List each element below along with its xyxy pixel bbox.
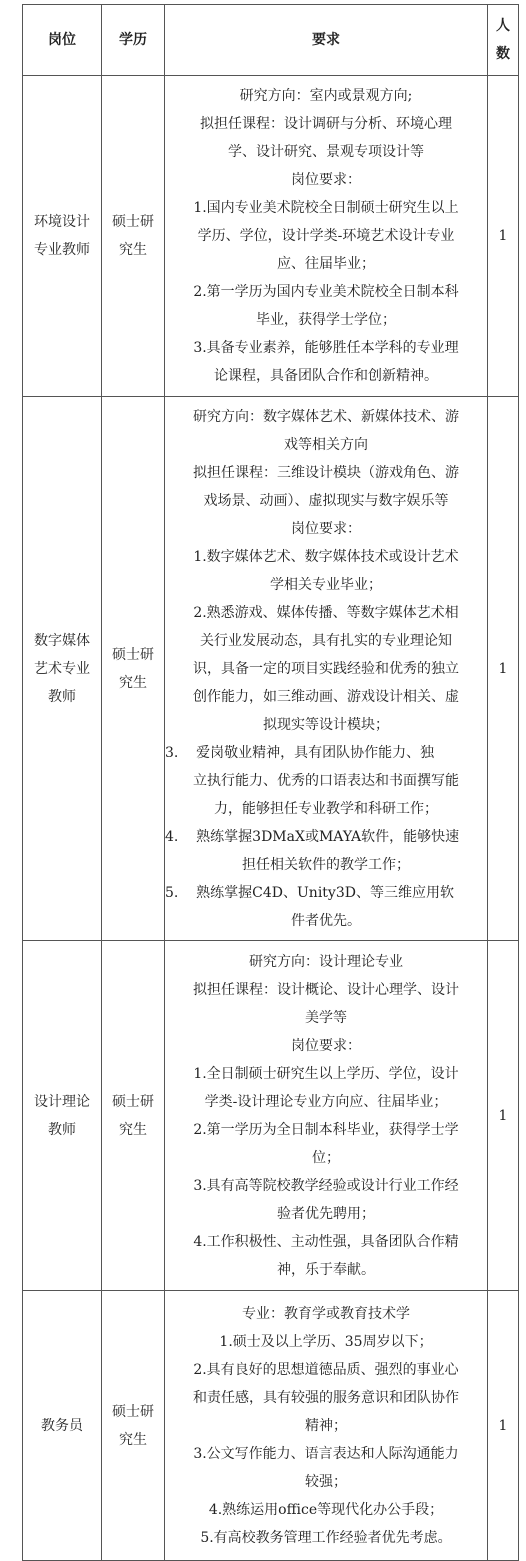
position-line: 环境设计 (34, 214, 90, 230)
requirement-line: 2.第一学历为全日制本科毕业，获得学士学 (193, 1121, 459, 1138)
requirement-line: 应、往届毕业； (277, 256, 375, 272)
degree-cell (102, 76, 165, 397)
requirement-line: 5. 熟练掌握C4D、Unity3D、等三维应用软 (165, 884, 454, 901)
requirement-line: 论课程，具备团队合作和创新精神。 (214, 368, 438, 384)
header-headcount-line: 数 (496, 46, 510, 62)
requirement-line: 4. 熟练掌握3DMaX或MAYA软件，能够快速 (165, 828, 460, 845)
requirement-line: 1.国内专业美术院校全日制硕士研究生以上 (193, 200, 459, 216)
requirements-cell (165, 1291, 488, 1561)
requirement-line: 学、设计研究、景观专项设计等 (228, 144, 424, 160)
requirement-line: 位； (312, 1149, 340, 1166)
requirement-line: 戏场景、动画）、虚拟现实与数字娱乐等 (203, 492, 449, 509)
position-line: 教师 (48, 688, 76, 705)
requirement-line: 学历、学位，设计学类-环境艺术设计专业 (197, 228, 455, 244)
requirement-line: 3.具有高等院校教学经验或设计行业工作经 (193, 1177, 459, 1194)
headcount-cell: 1 (488, 941, 519, 1291)
requirement-line: 2.熟悉游戏、媒体传播、等数字媒体艺术相 (193, 604, 459, 621)
requirement-line: 精神； (305, 1417, 347, 1434)
degree-line: 硕士研 (112, 1093, 154, 1110)
requirements-cell (165, 397, 488, 941)
requirement-line: 研究方向：室内或景观方向; (239, 88, 413, 104)
requirement-line: 研究方向：设计理论专业 (249, 953, 403, 970)
table-row (23, 397, 519, 941)
requirement-line: 1.数字媒体艺术、数字媒体技术或设计艺术 (193, 548, 459, 565)
position-line: 艺术专业 (34, 660, 90, 677)
position-cell (23, 941, 102, 1291)
requirement-line: 学相关专业毕业； (270, 576, 382, 593)
degree-line: 硕士研 (112, 214, 154, 230)
requirement-line: 毕业，获得学士学位； (256, 312, 396, 328)
degree-line: 究生 (119, 242, 147, 258)
requirement-line: 2.第一学历为国内专业美术院校全日制本科 (193, 284, 459, 300)
requirement-line: 学类-设计理论专业方向应、往届毕业； (204, 1093, 448, 1110)
requirement-line: 美学等 (305, 1009, 347, 1026)
requirement-line: 3.公文写作能力、语言表达和人际沟通能力 (193, 1445, 459, 1462)
position-line: 设计理论 (34, 1093, 90, 1110)
position-line: 教师 (48, 1121, 76, 1138)
table-row (23, 941, 519, 1291)
requirement-line: 岗位要求： (291, 520, 361, 537)
requirement-line: 件者优先。 (291, 912, 361, 929)
requirement-line: 岗位要求： (291, 1037, 361, 1054)
requirement-line: 关行业发展动态，具有扎实的专业理论知 (200, 632, 452, 649)
requirement-line: 1.全日制硕士研究生以上学历、学位，设计 (193, 1065, 459, 1082)
requirement-line: 5.有高校教务管理工作经验者优先考虑。 (200, 1529, 452, 1546)
requirement-line: 担任相关软件的教学工作； (242, 856, 410, 873)
requirements-cell (165, 76, 488, 397)
job-requirements-table (22, 4, 519, 1561)
requirement-line: 创作能力，如三维动画、游戏设计相关、虚 (193, 688, 459, 705)
header-headcount-line: 人 (496, 18, 510, 34)
position-line: 专业教师 (34, 242, 90, 258)
requirement-line: 和责任感，具有较强的服务意识和团队协作 (193, 1389, 459, 1406)
requirement-line: 专业：教育学或教育技术学 (242, 1305, 410, 1322)
degree-cell (102, 941, 165, 1291)
requirement-line: 4.工作积极性、主动性强，具备团队合作精 (193, 1233, 459, 1250)
table-header-row (23, 5, 519, 76)
requirement-line: 较强； (305, 1473, 347, 1490)
requirement-line: 3.具备专业素养，能够胜任本学科的专业理 (193, 340, 459, 356)
requirement-line: 验者优先聘用； (277, 1205, 375, 1222)
requirement-line: 识，具备一定的项目实践经验和优秀的独立 (193, 660, 459, 677)
headcount-cell: 1 (488, 1291, 519, 1561)
requirement-line: 4.熟练运用office等现代化办公手段； (208, 1501, 444, 1518)
requirements-cell (165, 941, 488, 1291)
requirement-line: 拟担任课程：设计调研与分析、环境心理 (200, 116, 452, 132)
position-cell (23, 76, 102, 397)
requirement-line: 力，能够担任专业教学和科研工作； (214, 800, 438, 817)
degree-line: 究生 (119, 674, 147, 691)
requirement-line: 研究方向：数字媒体艺术、新媒体技术、游 (193, 408, 459, 425)
position-cell: 教务员 (23, 1291, 102, 1561)
headcount-cell: 1 (488, 76, 519, 397)
requirement-line: 拟现实等设计模块； (263, 716, 389, 733)
table-row (23, 1291, 519, 1561)
degree-cell (102, 1291, 165, 1561)
requirement-line: 1.硕士及以上学历、35周岁以下； (219, 1333, 433, 1350)
degree-line: 究生 (119, 1121, 147, 1138)
header-requirements: 要求 (165, 5, 488, 76)
headcount-cell: 1 (488, 397, 519, 941)
requirement-line: 3. 爱岗敬业精神，具有团队协作能力、独 (165, 744, 435, 761)
requirement-line: 2.具有良好的思想道德品质、强烈的事业心 (193, 1361, 459, 1378)
degree-line: 究生 (119, 1431, 147, 1448)
degree-line: 硕士研 (112, 646, 154, 663)
degree-line: 硕士研 (112, 1403, 154, 1420)
requirement-line: 戏等相关方向 (284, 436, 368, 453)
table-row (23, 76, 519, 397)
degree-cell (102, 397, 165, 941)
header-position: 岗位 (23, 5, 102, 76)
requirement-line: 神，乐于奉献。 (277, 1261, 375, 1278)
requirement-line: 立执行能力、优秀的口语表达和书面撰写能 (193, 772, 459, 789)
requirement-line: 拟担任课程：设计概论、设计心理学、设计 (193, 981, 459, 998)
position-line: 数字媒体 (34, 632, 90, 649)
header-degree: 学历 (102, 5, 165, 76)
requirement-line: 拟担任课程：三维设计模块（游戏角色、游 (193, 464, 459, 481)
position-cell (23, 397, 102, 941)
header-headcount (488, 5, 519, 76)
requirement-line: 岗位要求： (291, 172, 361, 188)
